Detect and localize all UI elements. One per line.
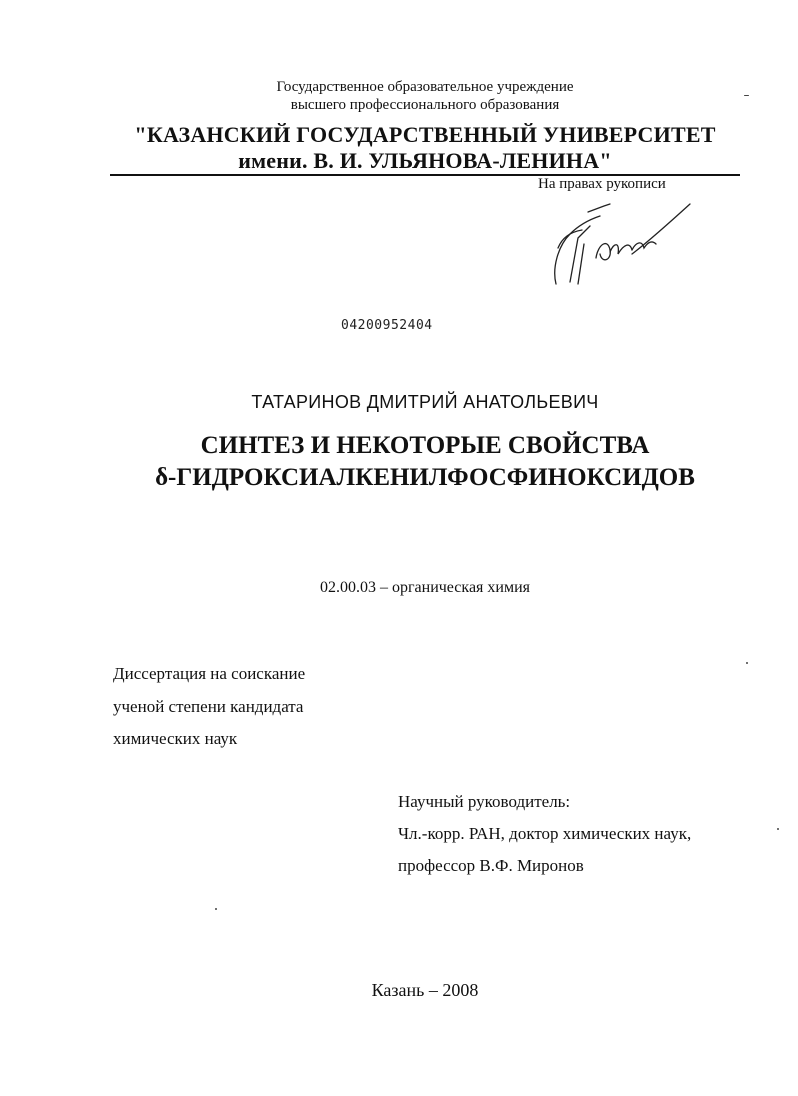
institution-line-2: высшего профессионального образования xyxy=(290,97,560,113)
scan-speck xyxy=(746,662,748,664)
title-line-2: δ-ГИДРОКСИАЛКЕНИЛФОСФИНОКСИДОВ xyxy=(155,464,695,491)
university-line-1: "КАЗАНСКИЙ ГОСУДАРСТВЕННЫЙ УНИВЕРСИТЕТ xyxy=(134,122,716,147)
supervisor-credentials: Чл.-корр. РАН, доктор химических наук, xyxy=(398,824,692,843)
specialty-code: 02.00.03 – органическая химия xyxy=(319,579,531,596)
city-year: Казань – 2008 xyxy=(371,980,479,1000)
dissertation-title xyxy=(100,430,750,494)
dissertation-line-1: Диссертация на соискание xyxy=(113,664,306,683)
university-name xyxy=(100,122,750,174)
supervisor-name: профессор В.Ф. Миронов xyxy=(398,856,584,875)
institution-line-1: Государственное образовательное учреждение xyxy=(276,79,574,95)
dissertation-line-3: химических наук xyxy=(113,729,238,748)
supervisor-label: Научный руководитель: xyxy=(398,792,571,811)
library-stamp-number: 04200952404 xyxy=(341,318,433,333)
dissertation-line-2: ученой степени кандидата xyxy=(113,697,304,716)
scan-speck xyxy=(777,828,779,830)
author-name: ТАТАРИНОВ ДМИТРИЙ АНАТОЛЬЕВИЧ xyxy=(251,392,599,412)
signature-icon xyxy=(548,198,698,290)
manuscript-note: На правах рукописи xyxy=(538,176,666,192)
title-line-1: СИНТЕЗ И НЕКОТОРЫЕ СВОЙСТВА xyxy=(200,432,650,459)
university-line-2: имени. В. И. УЛЬЯНОВА-ЛЕНИНА" xyxy=(238,148,612,173)
scan-speck xyxy=(215,908,217,910)
scan-speck xyxy=(744,95,749,96)
institution-header xyxy=(100,78,750,114)
